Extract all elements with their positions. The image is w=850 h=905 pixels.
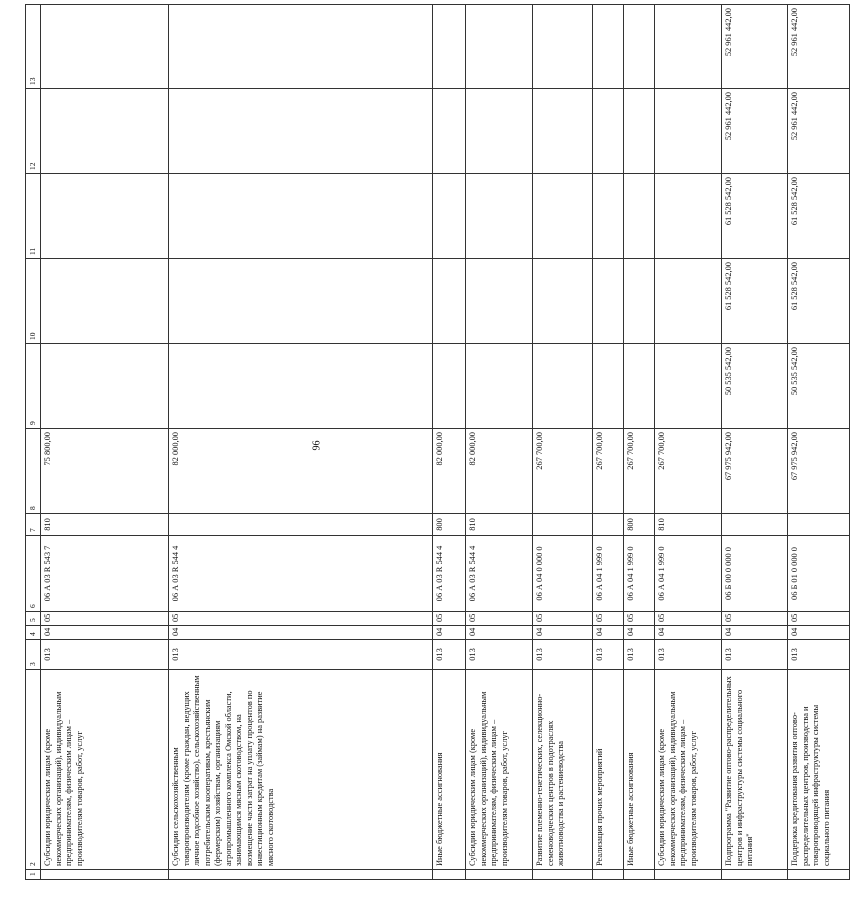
code-cell-c3: 013 (466, 640, 533, 670)
code-cell-c4: 04 (593, 626, 624, 640)
amount-cell-c11 (466, 174, 533, 259)
amount-cell-c8: 82 000,00 (433, 429, 466, 514)
code-cell-c4: 04 (466, 626, 533, 640)
code-cell-c5: 05 (722, 612, 788, 626)
amount-cell-c12 (593, 89, 624, 174)
code-cell-c6: 06 А 03 R 544 4 (169, 536, 433, 612)
amount-cell-c12 (466, 89, 533, 174)
table-row (788, 5, 850, 880)
amount-cell-c9 (433, 344, 466, 429)
amount-cell-c10 (169, 259, 433, 344)
code-cell-c5: 05 (433, 612, 466, 626)
table-row (433, 5, 466, 880)
table-row (533, 5, 593, 880)
column-header-3: 3 (26, 640, 41, 670)
budget-table-sheet (25, 5, 831, 880)
item-name-cell: Реализация прочих мероприятий (593, 670, 624, 870)
amount-cell-c11 (593, 174, 624, 259)
amount-cell-c11 (169, 174, 433, 259)
code-cell-c3: 013 (433, 640, 466, 670)
amount-cell-c9 (466, 344, 533, 429)
amount-cell-c13 (169, 5, 433, 89)
amount-cell-c8: 75 800,00 (41, 429, 169, 514)
column-header-7: 7 (26, 514, 41, 536)
amount-cell-c13 (41, 5, 169, 89)
amount-cell-c9: 50 535 542,00 (722, 344, 788, 429)
table-row (655, 5, 722, 880)
code-cell-c7 (533, 514, 593, 536)
code-cell-c6: 06 Б 01 0 000 0 (788, 536, 850, 612)
code-cell-c3: 013 (41, 640, 169, 670)
amount-cell-c13: 52 961 442,00 (722, 5, 788, 89)
code-cell-c4: 04 (433, 626, 466, 640)
page-number: 96 (311, 440, 323, 451)
column-header-6: 6 (26, 536, 41, 612)
code-cell-c7: 800 (433, 514, 466, 536)
amount-cell-c11: 61 528 542,00 (722, 174, 788, 259)
table-row (593, 5, 624, 880)
table-row (466, 5, 533, 880)
row-index-cell (788, 870, 850, 880)
code-cell-c3: 013 (788, 640, 850, 670)
row-index-cell (433, 870, 466, 880)
item-name-cell: Субсидии юридическим лицам (кроме некоммерческих организаций), индивидуальным предпринимателям, физическим лицам – производителям товаров, работ, услуг (41, 670, 169, 870)
row-index-cell (655, 870, 722, 880)
column-header-11: 11 (26, 174, 41, 259)
code-cell-c5: 05 (655, 612, 722, 626)
amount-cell-c9 (624, 344, 655, 429)
column-header-10: 10 (26, 259, 41, 344)
code-cell-c6: 06 А 03 R 544 4 (466, 536, 533, 612)
table-row (169, 5, 433, 880)
column-header-9: 9 (26, 344, 41, 429)
row-index-cell (169, 870, 433, 880)
code-cell-c7 (722, 514, 788, 536)
code-cell-c3: 013 (655, 640, 722, 670)
item-name-cell: Развитие племенно-генетических, селекционно-семеноводческих центров в подотраслях животноводства и растениеводства (533, 670, 593, 870)
amount-cell-c13 (624, 5, 655, 89)
code-cell-c6: 06 А 04 1 999 0 (624, 536, 655, 612)
amount-cell-c9 (593, 344, 624, 429)
amount-cell-c8: 67 975 942,00 (788, 429, 850, 514)
row-index-cell (533, 870, 593, 880)
code-cell-c7 (593, 514, 624, 536)
amount-cell-c12 (624, 89, 655, 174)
amount-cell-c10 (593, 259, 624, 344)
column-header-8: 8 (26, 429, 41, 514)
table-body (41, 5, 850, 880)
code-cell-c7: 810 (41, 514, 169, 536)
item-name-cell: Подпрограмма "Развитие оптово-распределительных центров и инфраструктуры системы социального питания" (722, 670, 788, 870)
column-header-12: 12 (26, 89, 41, 174)
code-cell-c7: 810 (655, 514, 722, 536)
item-name-cell: Субсидии юридическим лицам (кроме некоммерческих организаций), индивидуальным предпринимателям, физическим лицам – производителям товаров, работ, услуг (655, 670, 722, 870)
code-cell-c4: 04 (788, 626, 850, 640)
amount-cell-c8: 82 000,00 (466, 429, 533, 514)
amount-cell-c13: 52 961 442,00 (788, 5, 850, 89)
amount-cell-c13 (533, 5, 593, 89)
amount-cell-c9 (169, 344, 433, 429)
amount-cell-c8: 267 700,00 (655, 429, 722, 514)
amount-cell-c12 (433, 89, 466, 174)
column-header-4: 4 (26, 626, 41, 640)
amount-cell-c9: 50 535 542,00 (788, 344, 850, 429)
row-index-cell (624, 870, 655, 880)
amount-cell-c10 (41, 259, 169, 344)
amount-cell-c10 (433, 259, 466, 344)
table-row (624, 5, 655, 880)
code-cell-c5: 05 (593, 612, 624, 626)
code-cell-c4: 04 (533, 626, 593, 640)
item-name-cell: Иные бюджетные ассигнования (433, 670, 466, 870)
row-index-cell (722, 870, 788, 880)
amount-cell-c12 (533, 89, 593, 174)
amount-cell-c8: 267 700,00 (624, 429, 655, 514)
amount-cell-c12 (655, 89, 722, 174)
amount-cell-c11 (624, 174, 655, 259)
amount-cell-c13 (593, 5, 624, 89)
column-header-13: 13 (26, 5, 41, 89)
table-row (41, 5, 169, 880)
amount-cell-c10 (533, 259, 593, 344)
amount-cell-c11 (433, 174, 466, 259)
amount-cell-c10 (624, 259, 655, 344)
code-cell-c4: 04 (624, 626, 655, 640)
code-cell-c4: 04 (169, 626, 433, 640)
amount-cell-c11 (655, 174, 722, 259)
code-cell-c7: 810 (466, 514, 533, 536)
amount-cell-c11: 61 528 542,00 (788, 174, 850, 259)
amount-cell-c8: 82 000,00 (169, 429, 433, 514)
code-cell-c3: 013 (593, 640, 624, 670)
code-cell-c3: 013 (169, 640, 433, 670)
amount-cell-c13 (433, 5, 466, 89)
table-row (722, 5, 788, 880)
code-cell-c6: 06 А 03 R 544 4 (433, 536, 466, 612)
code-cell-c7: 800 (624, 514, 655, 536)
amount-cell-c12 (41, 89, 169, 174)
item-name-cell: Иные бюджетные ассигнования (624, 670, 655, 870)
amount-cell-c10 (655, 259, 722, 344)
code-cell-c5: 05 (169, 612, 433, 626)
code-cell-c3: 013 (533, 640, 593, 670)
code-cell-c4: 04 (655, 626, 722, 640)
code-cell-c3: 013 (722, 640, 788, 670)
code-cell-c6: 06 А 03 R 543 7 (41, 536, 169, 612)
amount-cell-c12: 52 961 442,00 (788, 89, 850, 174)
code-cell-c3: 013 (624, 640, 655, 670)
code-cell-c7 (169, 514, 433, 536)
row-index-cell (466, 870, 533, 880)
amount-cell-c8: 267 700,00 (593, 429, 624, 514)
amount-cell-c12 (169, 89, 433, 174)
column-header-2: 2 (26, 670, 41, 870)
code-cell-c5: 05 (624, 612, 655, 626)
row-index-cell (41, 870, 169, 880)
item-name-cell: Поддержка кредитования развития оптово-распределительных центров, производства и товаропроводящей инфраструктуры системы социального питания (788, 670, 850, 870)
budget-table (25, 4, 850, 880)
code-cell-c4: 04 (41, 626, 169, 640)
amount-cell-c8: 267 700,00 (533, 429, 593, 514)
code-cell-c6: 06 Б 00 0 000 0 (722, 536, 788, 612)
code-cell-c4: 04 (722, 626, 788, 640)
code-cell-c5: 05 (41, 612, 169, 626)
item-name-cell: Субсидии сельскохозяйственным товаропроизводителям (кроме граждан, ведущих личное подсобное хозяйство), сельскохозяйственным потребительским кооперативам, крестьянским (фермерским) хозяйствам, организациям агропромышленного комплекса Омской области, занимающимся мясным скотоводством, на возмещение части затрат на уплату процентов по инвестиционным кредитам (займам) на развитие мясного скотоводства (169, 670, 433, 870)
column-header-5: 5 (26, 612, 41, 626)
row-index-cell (593, 870, 624, 880)
code-cell-c5: 05 (788, 612, 850, 626)
amount-cell-c11 (533, 174, 593, 259)
column-header-1: 1 (26, 870, 41, 880)
amount-cell-c10: 61 528 542,00 (722, 259, 788, 344)
amount-cell-c10: 61 528 542,00 (788, 259, 850, 344)
amount-cell-c9 (655, 344, 722, 429)
amount-cell-c13 (466, 5, 533, 89)
amount-cell-c11 (41, 174, 169, 259)
amount-cell-c9 (533, 344, 593, 429)
amount-cell-c10 (466, 259, 533, 344)
code-cell-c6: 06 А 04 1 999 0 (593, 536, 624, 612)
code-cell-c6: 06 А 04 1 999 0 (655, 536, 722, 612)
code-cell-c5: 05 (533, 612, 593, 626)
code-cell-c7 (788, 514, 850, 536)
amount-cell-c8: 67 975 942,00 (722, 429, 788, 514)
code-cell-c5: 05 (466, 612, 533, 626)
column-number-row (26, 5, 41, 880)
amount-cell-c12: 52 961 442,00 (722, 89, 788, 174)
code-cell-c6: 06 А 04 0 000 0 (533, 536, 593, 612)
amount-cell-c9 (41, 344, 169, 429)
amount-cell-c13 (655, 5, 722, 89)
item-name-cell: Субсидии юридическим лицам (кроме некоммерческих организаций), индивидуальным предпринимателям, физическим лицам – производителям товаров, работ, услуг (466, 670, 533, 870)
